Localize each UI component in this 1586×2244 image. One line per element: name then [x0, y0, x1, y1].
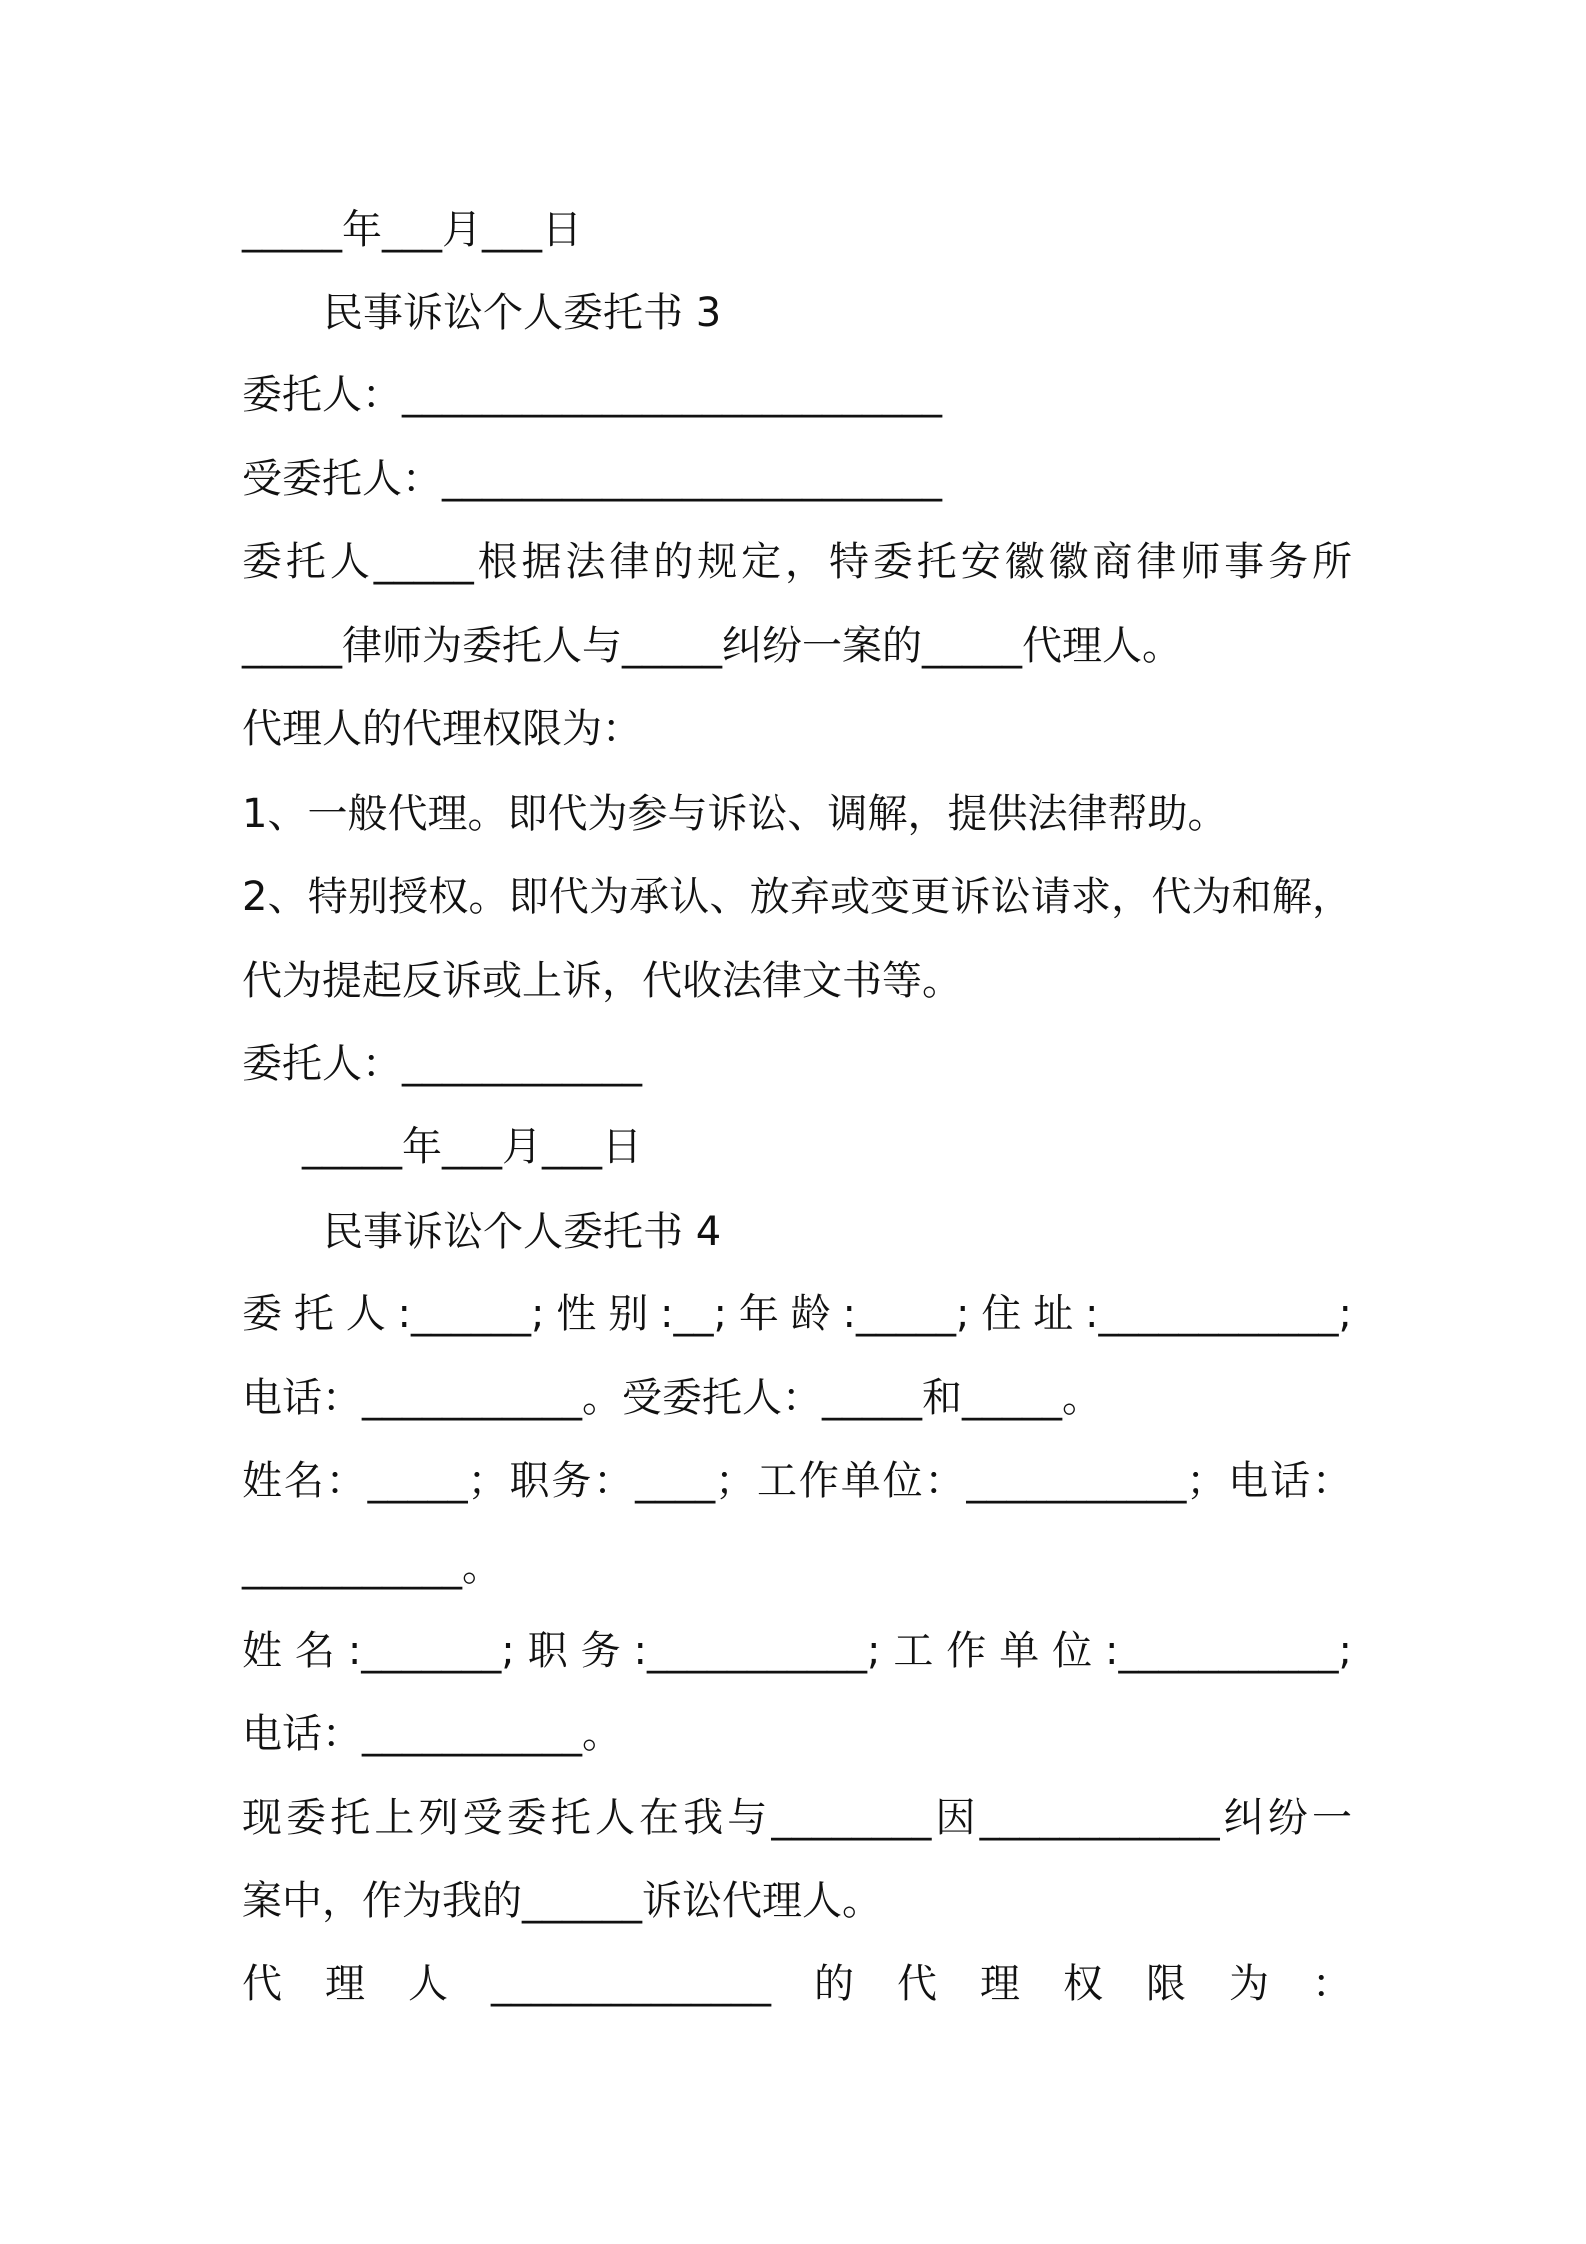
letter-4-principal-info-line-1: 委托人:______;性别:__;年龄:_____;住址:____________; — [242, 1291, 1352, 1337]
letter-3-authority-heading: 代理人的代理权限为： — [242, 706, 642, 752]
top-date-line: _____年___月___日 — [242, 207, 582, 253]
letter-3-authority-item-1: 1、一般代理。即代为参与诉讼、调解，提供法律帮助。 — [242, 791, 1228, 837]
letter-3-date-line: _____年___月___日 — [302, 1124, 642, 1170]
letter-4-principal-info-line-2: 电话：___________。受委托人：_____和_____。 — [242, 1375, 1102, 1421]
letter-3-authority-item-2-cont: 代为提起反诉或上诉，代收法律文书等。 — [242, 958, 962, 1004]
letter-4-agent-1-line-2: ___________。 — [242, 1544, 502, 1590]
letter-3-body-line-2: _____律师为委托人与_____纠纷一案的_____代理人。 — [242, 623, 1182, 669]
letter-3-title: 民事诉讼个人委托书 3 — [323, 290, 722, 336]
letter-3-principal-line: 委托人：___________________________ — [242, 372, 942, 418]
letter-3-authority-item-2: 2、特别授权。即代为承认、放弃或变更诉讼请求，代为和解， — [242, 874, 1352, 920]
letter-4-title: 民事诉讼个人委托书 4 — [323, 1209, 722, 1255]
letter-3-signature-line: 委托人：____________ — [242, 1041, 642, 1087]
letter-4-agent-2-line-2: 电话：___________。 — [242, 1711, 622, 1757]
letter-4-body-line-1: 现委托上列受委托人在我与________因____________纠纷一 — [242, 1795, 1352, 1841]
letter-3-agent-line: 受委托人：_________________________ — [242, 456, 942, 502]
letter-4-authority-heading: 代理人______________的代理权限为： — [242, 1961, 1352, 2007]
letter-4-agent-1-line-1: 姓名：_____；职务：____；工作单位：___________；电话： — [242, 1458, 1352, 1504]
letter-3-body-line-1: 委托人_____根据法律的规定，特委托安徽徽商律师事务所 — [242, 539, 1352, 585]
letter-4-body-line-2: 案中，作为我的______诉讼代理人。 — [242, 1878, 882, 1924]
letter-4-agent-2-line-1: 姓名:_______;职务:___________;工作单位:___________; — [242, 1628, 1352, 1674]
